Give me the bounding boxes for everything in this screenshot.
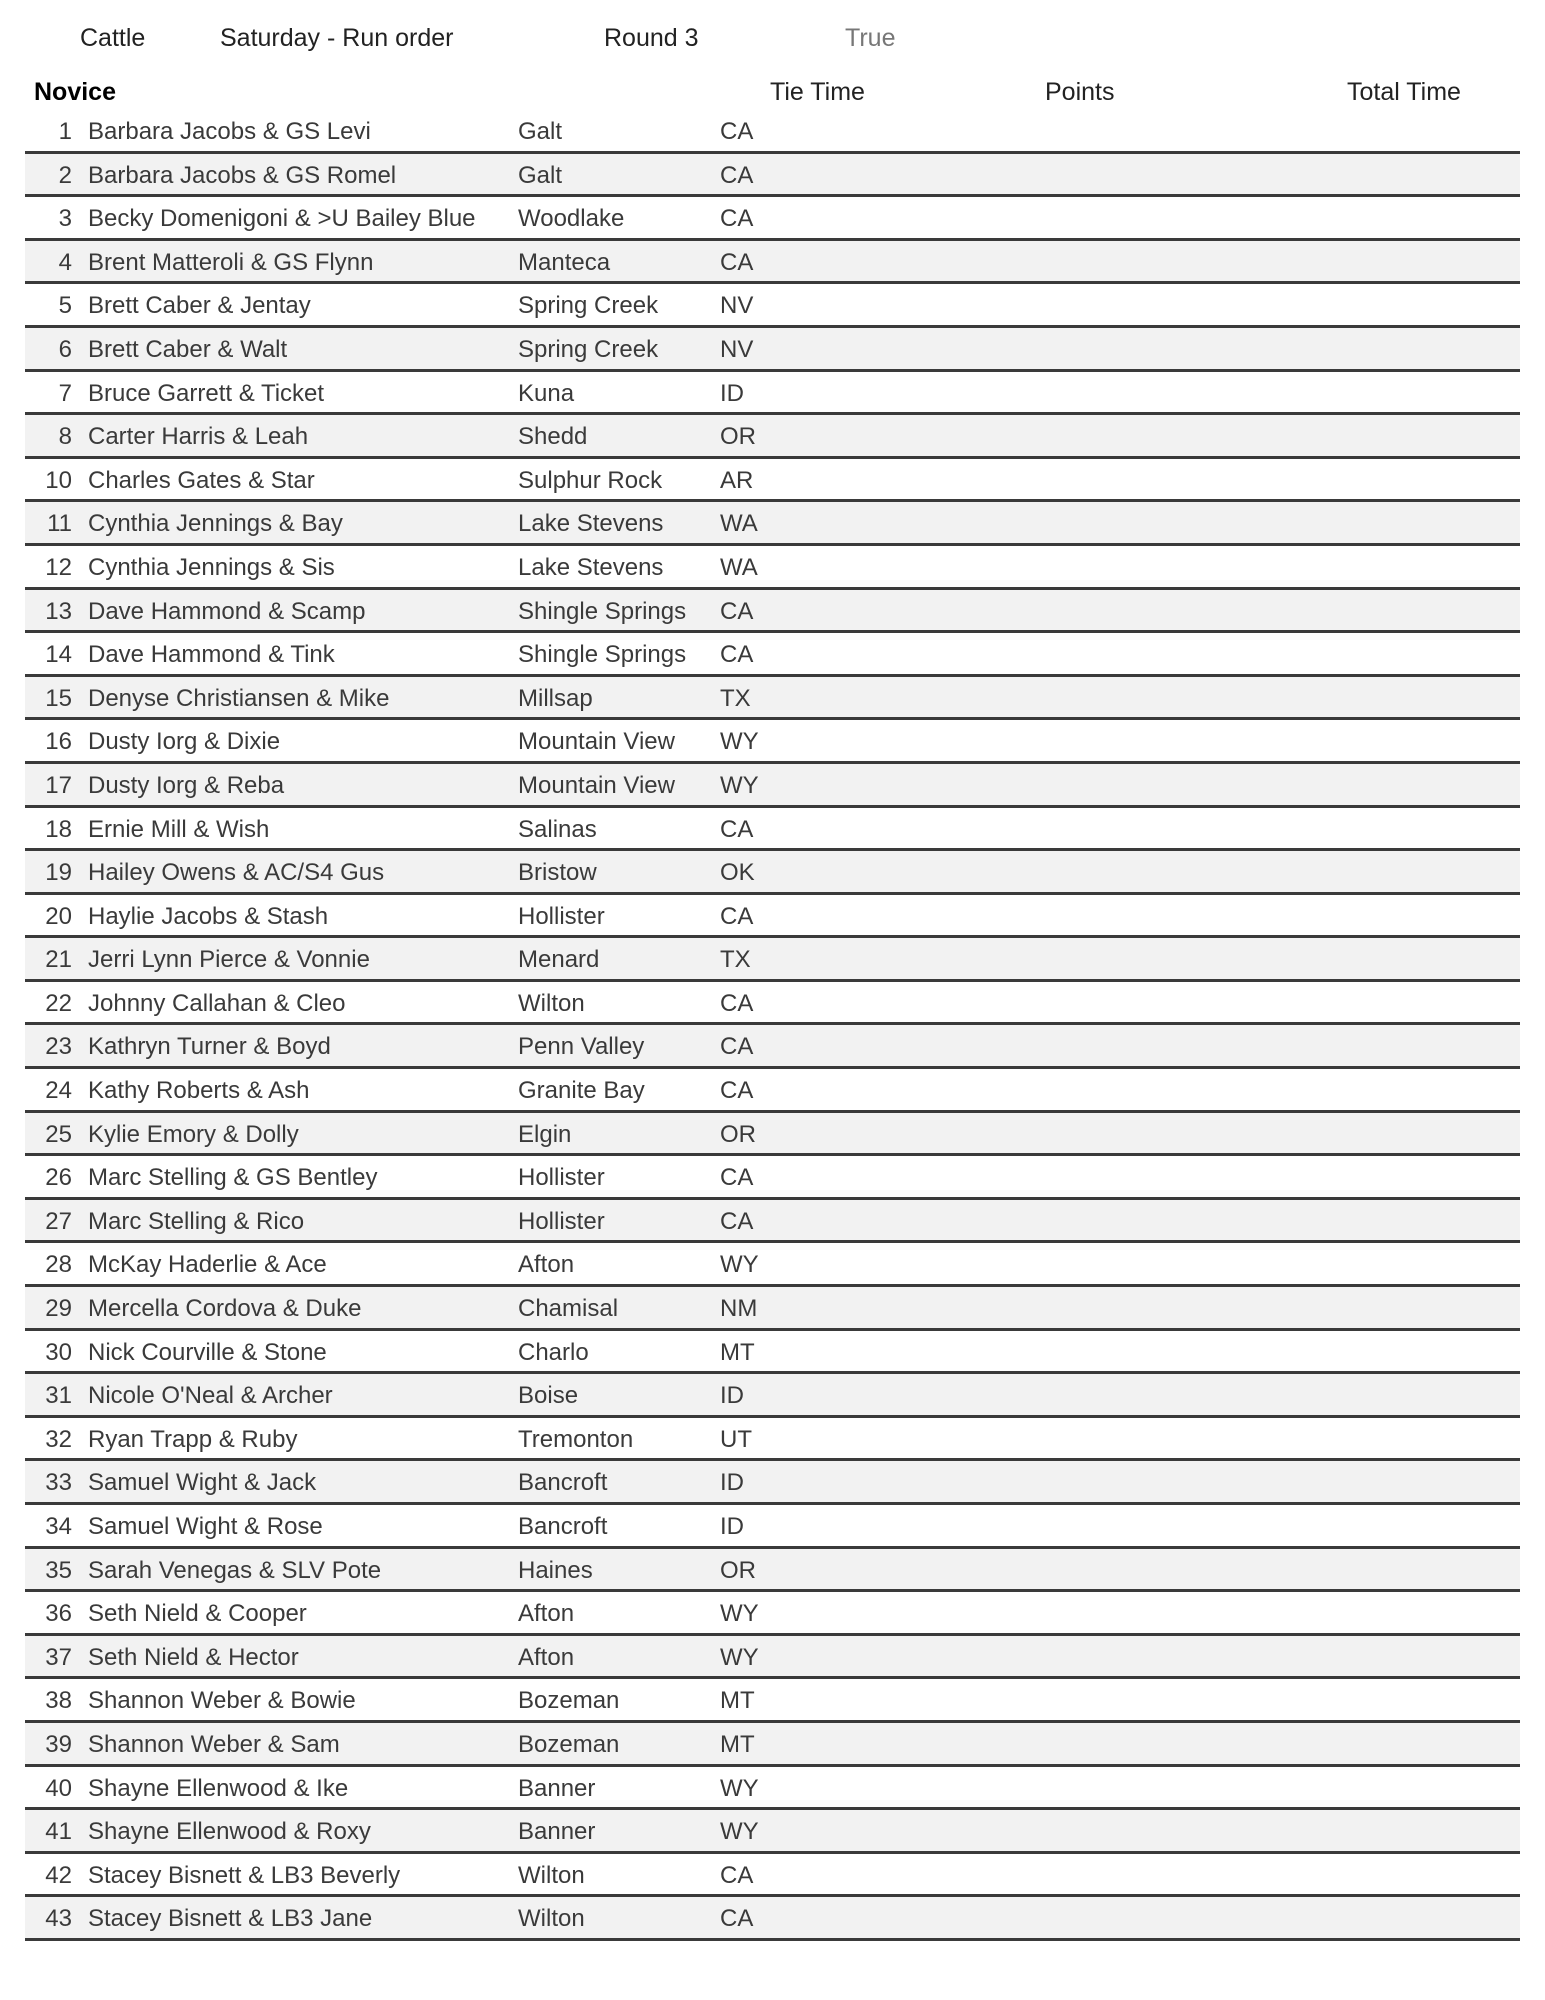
- row-name: McKay Haderlie & Ace: [88, 1251, 327, 1279]
- row-city: Millsap: [518, 684, 593, 712]
- row-num: 43: [45, 1905, 72, 1933]
- row-num: 33: [45, 1469, 72, 1497]
- row-name: Mercella Cordova & Duke: [88, 1295, 362, 1323]
- page-title: Saturday - Run order: [220, 24, 454, 52]
- row-num: 20: [45, 902, 72, 930]
- row-city: Shingle Springs: [518, 641, 687, 669]
- row-state: CA: [720, 989, 754, 1017]
- row-name: Brett Caber & Walt: [88, 335, 288, 363]
- row-city: Wilton: [518, 1905, 585, 1933]
- row-city: Charlo: [518, 1338, 589, 1366]
- class-heading: Novice: [34, 78, 116, 106]
- table-row: [25, 372, 1520, 416]
- table-row: [25, 764, 1520, 808]
- row-num: 28: [45, 1251, 72, 1279]
- table-row: [25, 1810, 1520, 1854]
- row-state: WY: [720, 1774, 759, 1802]
- table-row: [25, 1331, 1520, 1375]
- row-city: Shedd: [518, 423, 588, 451]
- table-row: [25, 1679, 1520, 1723]
- row-name: Shannon Weber & Bowie: [88, 1687, 356, 1715]
- row-num: 2: [58, 161, 72, 189]
- row-city: Bozeman: [518, 1687, 620, 1715]
- row-state: WY: [720, 728, 759, 756]
- row-state: WA: [720, 510, 758, 538]
- row-state: TX: [720, 684, 751, 712]
- row-state: ID: [720, 1513, 744, 1540]
- row-name: Ernie Mill & Wish: [88, 815, 270, 843]
- row-num: 18: [45, 815, 72, 843]
- table-row: [25, 590, 1520, 634]
- row-num: 24: [45, 1077, 72, 1105]
- table-row: [25, 1243, 1520, 1287]
- row-city: Spring Creek: [518, 292, 659, 320]
- row-num: 12: [45, 553, 72, 581]
- table-row: [25, 1113, 1520, 1157]
- category-label: Cattle: [80, 24, 146, 52]
- row-state: OR: [720, 423, 756, 451]
- row-state: CA: [720, 118, 754, 145]
- row-name: Becky Domenigoni & >U Bailey Blue: [88, 205, 476, 233]
- row-name: Dave Hammond & Tink: [88, 641, 335, 669]
- row-state: ID: [720, 379, 744, 407]
- row-city: Afton: [518, 1643, 575, 1671]
- table-row: [25, 1636, 1520, 1680]
- row-num: 3: [58, 205, 72, 233]
- round-label: Round 3: [604, 24, 699, 52]
- row-state: CA: [720, 205, 754, 233]
- table-row: [25, 938, 1520, 982]
- row-state: CA: [720, 161, 754, 189]
- row-num: 38: [45, 1687, 72, 1715]
- row-city: Kuna: [518, 379, 575, 407]
- row-city: Elgin: [518, 1120, 572, 1148]
- row-num: 15: [45, 684, 72, 712]
- row-num: 7: [58, 379, 72, 407]
- row-name: Marc Stelling & Rico: [88, 1207, 305, 1235]
- table-row: [25, 1025, 1520, 1069]
- table-row: [25, 1200, 1520, 1244]
- row-num: 42: [45, 1861, 72, 1889]
- row-name: Dave Hammond & Scamp: [88, 597, 366, 625]
- row-city: Tremonton: [518, 1425, 634, 1453]
- row-name: Cynthia Jennings & Bay: [88, 510, 343, 538]
- table-row: [25, 1854, 1520, 1898]
- row-state: MT: [720, 1338, 755, 1366]
- row-state: AR: [720, 466, 754, 494]
- table-row: [25, 1287, 1520, 1331]
- table-row: [25, 633, 1520, 677]
- row-city: Manteca: [518, 248, 611, 276]
- row-city: Lake Stevens: [518, 510, 664, 538]
- row-city: Wilton: [518, 989, 585, 1017]
- row-name: Jerri Lynn Pierce & Vonnie: [88, 946, 370, 974]
- row-city: Salinas: [518, 815, 597, 843]
- table-row: [25, 982, 1520, 1026]
- row-name: Seth Nield & Hector: [88, 1643, 299, 1671]
- row-num: 13: [45, 597, 72, 625]
- table-row: [25, 415, 1520, 459]
- row-name: Stacey Bisnett & LB3 Beverly: [88, 1861, 401, 1889]
- table-row: [25, 895, 1520, 939]
- row-city: Afton: [518, 1251, 575, 1279]
- row-state: CA: [720, 1861, 754, 1889]
- row-state: ID: [720, 1469, 744, 1497]
- row-num: 16: [45, 728, 72, 756]
- row-state: WY: [720, 1251, 759, 1279]
- table-row: [25, 110, 1520, 154]
- table-row: [25, 808, 1520, 852]
- row-state: CA: [720, 248, 754, 276]
- row-state: CA: [720, 641, 754, 669]
- row-name: Samuel Wight & Jack: [88, 1469, 317, 1497]
- row-name: Dusty Iorg & Dixie: [88, 728, 281, 756]
- table-row: [25, 1461, 1520, 1505]
- row-name: Carter Harris & Leah: [88, 423, 309, 451]
- row-name: Shayne Ellenwood & Roxy: [88, 1818, 371, 1846]
- row-name: Hailey Owens & AC/S4 Gus: [88, 859, 385, 887]
- row-city: Granite Bay: [518, 1077, 645, 1105]
- row-city: Mountain View: [518, 771, 675, 799]
- row-city: Galt: [518, 118, 563, 145]
- row-name: Kathy Roberts & Ash: [88, 1077, 310, 1105]
- row-name: Stacey Bisnett & LB3 Jane: [88, 1905, 373, 1933]
- row-city: Afton: [518, 1600, 575, 1628]
- row-state: OR: [720, 1120, 756, 1148]
- table-row: [25, 459, 1520, 503]
- row-name: Kathryn Turner & Boyd: [88, 1033, 331, 1061]
- row-name: Shayne Ellenwood & Ike: [88, 1774, 349, 1802]
- row-state: MT: [720, 1687, 755, 1715]
- row-name: Shannon Weber & Sam: [88, 1730, 340, 1758]
- row-name: Sarah Venegas & SLV Pote: [88, 1556, 382, 1584]
- row-city: Shingle Springs: [518, 597, 687, 625]
- row-num: 31: [45, 1382, 72, 1410]
- row-name: Brent Matteroli & GS Flynn: [88, 248, 374, 276]
- row-name: Brett Caber & Jentay: [88, 292, 311, 320]
- row-num: 35: [45, 1556, 72, 1584]
- row-city: Banner: [518, 1774, 596, 1802]
- row-state: UT: [720, 1425, 752, 1453]
- row-city: Menard: [518, 946, 600, 974]
- total-time-header: Total Time: [1347, 78, 1461, 106]
- row-state: WY: [720, 771, 759, 799]
- row-num: 27: [45, 1207, 72, 1235]
- row-num: 22: [45, 989, 72, 1017]
- table-row: [25, 241, 1520, 285]
- table-row: [25, 1505, 1520, 1549]
- row-city: Sulphur Rock: [518, 466, 663, 494]
- row-name: Johnny Callahan & Cleo: [88, 989, 346, 1017]
- table-row: [25, 1549, 1520, 1593]
- row-num: 10: [45, 466, 72, 494]
- row-state: CA: [720, 1033, 754, 1061]
- table-row: [25, 1723, 1520, 1767]
- table-row: [25, 1767, 1520, 1811]
- table-row: [25, 546, 1520, 590]
- row-num: 26: [45, 1164, 72, 1192]
- row-city: Wilton: [518, 1861, 585, 1889]
- row-num: 14: [45, 641, 72, 669]
- row-name: Haylie Jacobs & Stash: [88, 902, 329, 930]
- row-num: 21: [45, 946, 72, 974]
- row-name: Nicole O'Neal & Archer: [88, 1382, 333, 1410]
- table-row: [25, 1069, 1520, 1113]
- row-num: 1: [58, 118, 72, 145]
- row-state: CA: [720, 1207, 754, 1235]
- row-state: CA: [720, 1905, 754, 1933]
- points-header: Points: [1045, 78, 1115, 106]
- row-num: 36: [45, 1600, 72, 1628]
- row-name: Seth Nield & Cooper: [88, 1600, 307, 1628]
- table-row: [25, 284, 1520, 328]
- row-num: 23: [45, 1033, 72, 1061]
- row-state: TX: [720, 946, 751, 974]
- row-state: NM: [720, 1295, 758, 1323]
- table-row: [25, 1374, 1520, 1418]
- run-order-table: [25, 110, 1520, 1941]
- row-num: 11: [47, 510, 72, 538]
- row-city: Spring Creek: [518, 335, 659, 363]
- row-city: Hollister: [518, 902, 605, 930]
- row-state: NV: [720, 335, 754, 363]
- row-name: Kylie Emory & Dolly: [88, 1120, 299, 1148]
- table-row: [25, 851, 1520, 895]
- row-city: Banner: [518, 1818, 596, 1846]
- row-num: 32: [45, 1425, 72, 1453]
- table-row: [25, 1592, 1520, 1636]
- row-city: Bancroft: [518, 1513, 608, 1540]
- row-name: Samuel Wight & Rose: [88, 1513, 323, 1540]
- row-state: OK: [720, 859, 755, 887]
- row-name: Nick Courville & Stone: [88, 1338, 327, 1366]
- table-row: [25, 502, 1520, 546]
- row-num: 41: [45, 1818, 72, 1846]
- row-state: NV: [720, 292, 754, 320]
- row-state: WY: [720, 1600, 759, 1628]
- row-num: 8: [58, 423, 72, 451]
- row-name: Bruce Garrett & Ticket: [88, 379, 325, 407]
- row-num: 17: [45, 771, 72, 799]
- row-state: WY: [720, 1643, 759, 1671]
- row-name: Barbara Jacobs & GS Romel: [88, 161, 397, 189]
- row-state: CA: [720, 1164, 754, 1192]
- row-num: 30: [45, 1338, 72, 1366]
- row-state: WA: [720, 553, 758, 581]
- row-num: 29: [45, 1295, 72, 1323]
- flag-value: True: [845, 24, 896, 52]
- row-state: CA: [720, 902, 754, 930]
- table-row: [25, 197, 1520, 241]
- table-row: [25, 677, 1520, 721]
- row-city: Boise: [518, 1382, 579, 1410]
- row-num: 19: [45, 859, 72, 887]
- row-num: 34: [45, 1513, 72, 1540]
- table-row: [25, 1418, 1520, 1462]
- row-name: Cynthia Jennings & Sis: [88, 553, 335, 581]
- tie-time-header: Tie Time: [770, 78, 865, 106]
- row-city: Galt: [518, 161, 563, 189]
- table-row: [25, 328, 1520, 372]
- row-city: Hollister: [518, 1164, 605, 1192]
- table-row: [25, 154, 1520, 198]
- row-state: MT: [720, 1730, 755, 1758]
- row-name: Marc Stelling & GS Bentley: [88, 1164, 378, 1192]
- row-name: Dusty Iorg & Reba: [88, 771, 285, 799]
- row-num: 40: [45, 1774, 72, 1802]
- row-num: 25: [45, 1120, 72, 1148]
- row-name: Ryan Trapp & Ruby: [88, 1425, 298, 1453]
- row-name: Barbara Jacobs & GS Levi: [88, 118, 371, 145]
- row-city: Bancroft: [518, 1469, 608, 1497]
- row-city: Bozeman: [518, 1730, 620, 1758]
- row-state: OR: [720, 1556, 756, 1584]
- row-city: Woodlake: [518, 205, 625, 233]
- row-state: WY: [720, 1818, 759, 1846]
- row-city: Lake Stevens: [518, 553, 664, 581]
- row-city: Penn Valley: [518, 1033, 645, 1061]
- row-num: 37: [45, 1643, 72, 1671]
- row-city: Haines: [518, 1556, 593, 1584]
- row-name: Charles Gates & Star: [88, 466, 315, 494]
- table-row: [25, 1156, 1520, 1200]
- table-row: [25, 720, 1520, 764]
- row-num: 4: [58, 248, 72, 276]
- table-row: [25, 1897, 1520, 1941]
- row-state: ID: [720, 1382, 744, 1410]
- row-state: CA: [720, 815, 754, 843]
- row-num: 39: [45, 1730, 72, 1758]
- row-city: Hollister: [518, 1207, 605, 1235]
- row-num: 6: [58, 335, 72, 363]
- row-state: CA: [720, 1077, 754, 1105]
- row-city: Chamisal: [518, 1295, 619, 1323]
- row-city: Mountain View: [518, 728, 675, 756]
- row-num: 5: [58, 292, 72, 320]
- row-city: Bristow: [518, 859, 597, 887]
- row-name: Denyse Christiansen & Mike: [88, 684, 390, 712]
- row-state: CA: [720, 597, 754, 625]
